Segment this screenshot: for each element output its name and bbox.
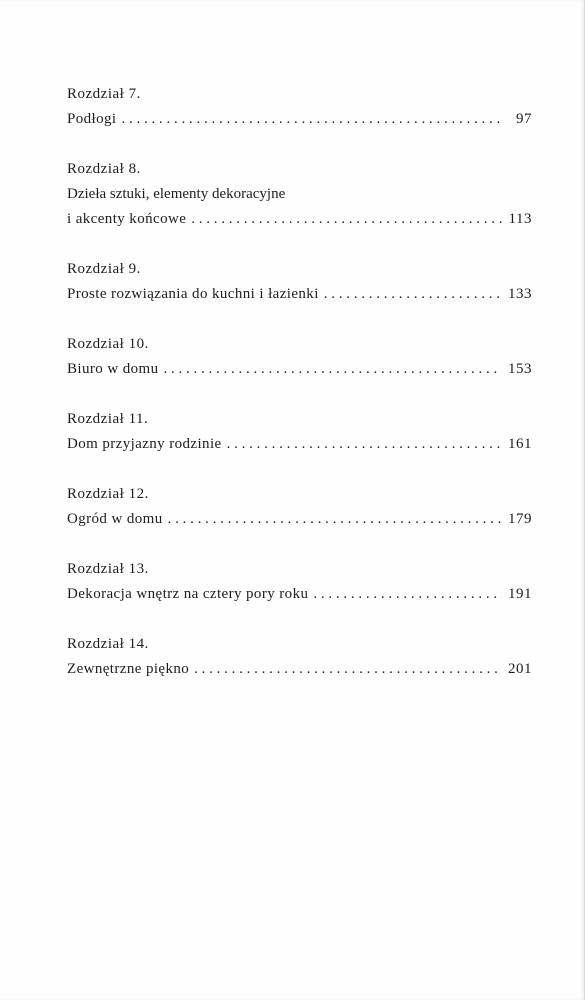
chapter-title-row xyxy=(67,582,532,607)
chapter-title-row xyxy=(67,432,532,457)
chapter-number: Rozdział 12. xyxy=(67,486,149,502)
toc-entry-chapter-12 xyxy=(67,482,532,532)
chapter-title-row xyxy=(67,507,532,532)
chapter-title-line: Dzieła sztuki, elementy dekoracyjne xyxy=(67,186,286,202)
chapter-number: Rozdział 14. xyxy=(67,636,149,652)
toc-entry-chapter-9 xyxy=(67,257,532,307)
chapter-title: Podłogi xyxy=(67,111,117,127)
page-number: 113 xyxy=(508,211,532,227)
page-number: 133 xyxy=(508,286,532,302)
dot-leader xyxy=(191,207,502,232)
toc-entry-chapter-10 xyxy=(67,332,532,382)
chapter-number: Rozdział 7. xyxy=(67,86,141,102)
chapter-title: Dekoracja wnętrz na cztery pory roku xyxy=(67,586,309,602)
page-number: 153 xyxy=(508,361,532,377)
page-number: 179 xyxy=(508,511,532,527)
dot-leader xyxy=(313,582,502,607)
chapter-title-row xyxy=(67,107,532,132)
toc-entry-chapter-14 xyxy=(67,632,532,682)
dot-leader xyxy=(168,507,502,532)
table-of-contents xyxy=(67,82,532,707)
page-number: 191 xyxy=(508,586,532,602)
chapter-number: Rozdział 11. xyxy=(67,411,149,427)
chapter-title-row xyxy=(67,207,532,232)
page-number: 161 xyxy=(508,436,532,452)
chapter-number: Rozdział 13. xyxy=(67,561,149,577)
chapter-title: Dom przyjazny rodzinie xyxy=(67,436,222,452)
page-number: 201 xyxy=(508,661,532,677)
toc-entry-chapter-7 xyxy=(67,82,532,132)
chapter-number: Rozdział 9. xyxy=(67,261,141,277)
dot-leader xyxy=(324,282,502,307)
chapter-title-row xyxy=(67,357,532,382)
chapter-title-row xyxy=(67,282,532,307)
chapter-number: Rozdział 10. xyxy=(67,336,149,352)
chapter-title: Zewnętrzne piękno xyxy=(67,661,190,677)
chapter-title: Proste rozwiązania do kuchni i łazienki xyxy=(67,286,319,302)
toc-entry-chapter-13 xyxy=(67,557,532,607)
chapter-title-row xyxy=(67,657,532,682)
toc-entry-chapter-11 xyxy=(67,407,532,457)
dot-leader xyxy=(194,657,502,682)
dot-leader xyxy=(227,432,502,457)
chapter-title: Biuro w domu xyxy=(67,361,159,377)
chapter-title: i akcenty końcowe xyxy=(67,211,187,227)
chapter-number: Rozdział 8. xyxy=(67,161,141,177)
toc-entry-chapter-8 xyxy=(67,157,532,232)
chapter-title: Ogród w domu xyxy=(67,511,163,527)
dot-leader xyxy=(163,357,502,382)
dot-leader xyxy=(121,107,502,132)
page-number: 97 xyxy=(516,111,532,127)
